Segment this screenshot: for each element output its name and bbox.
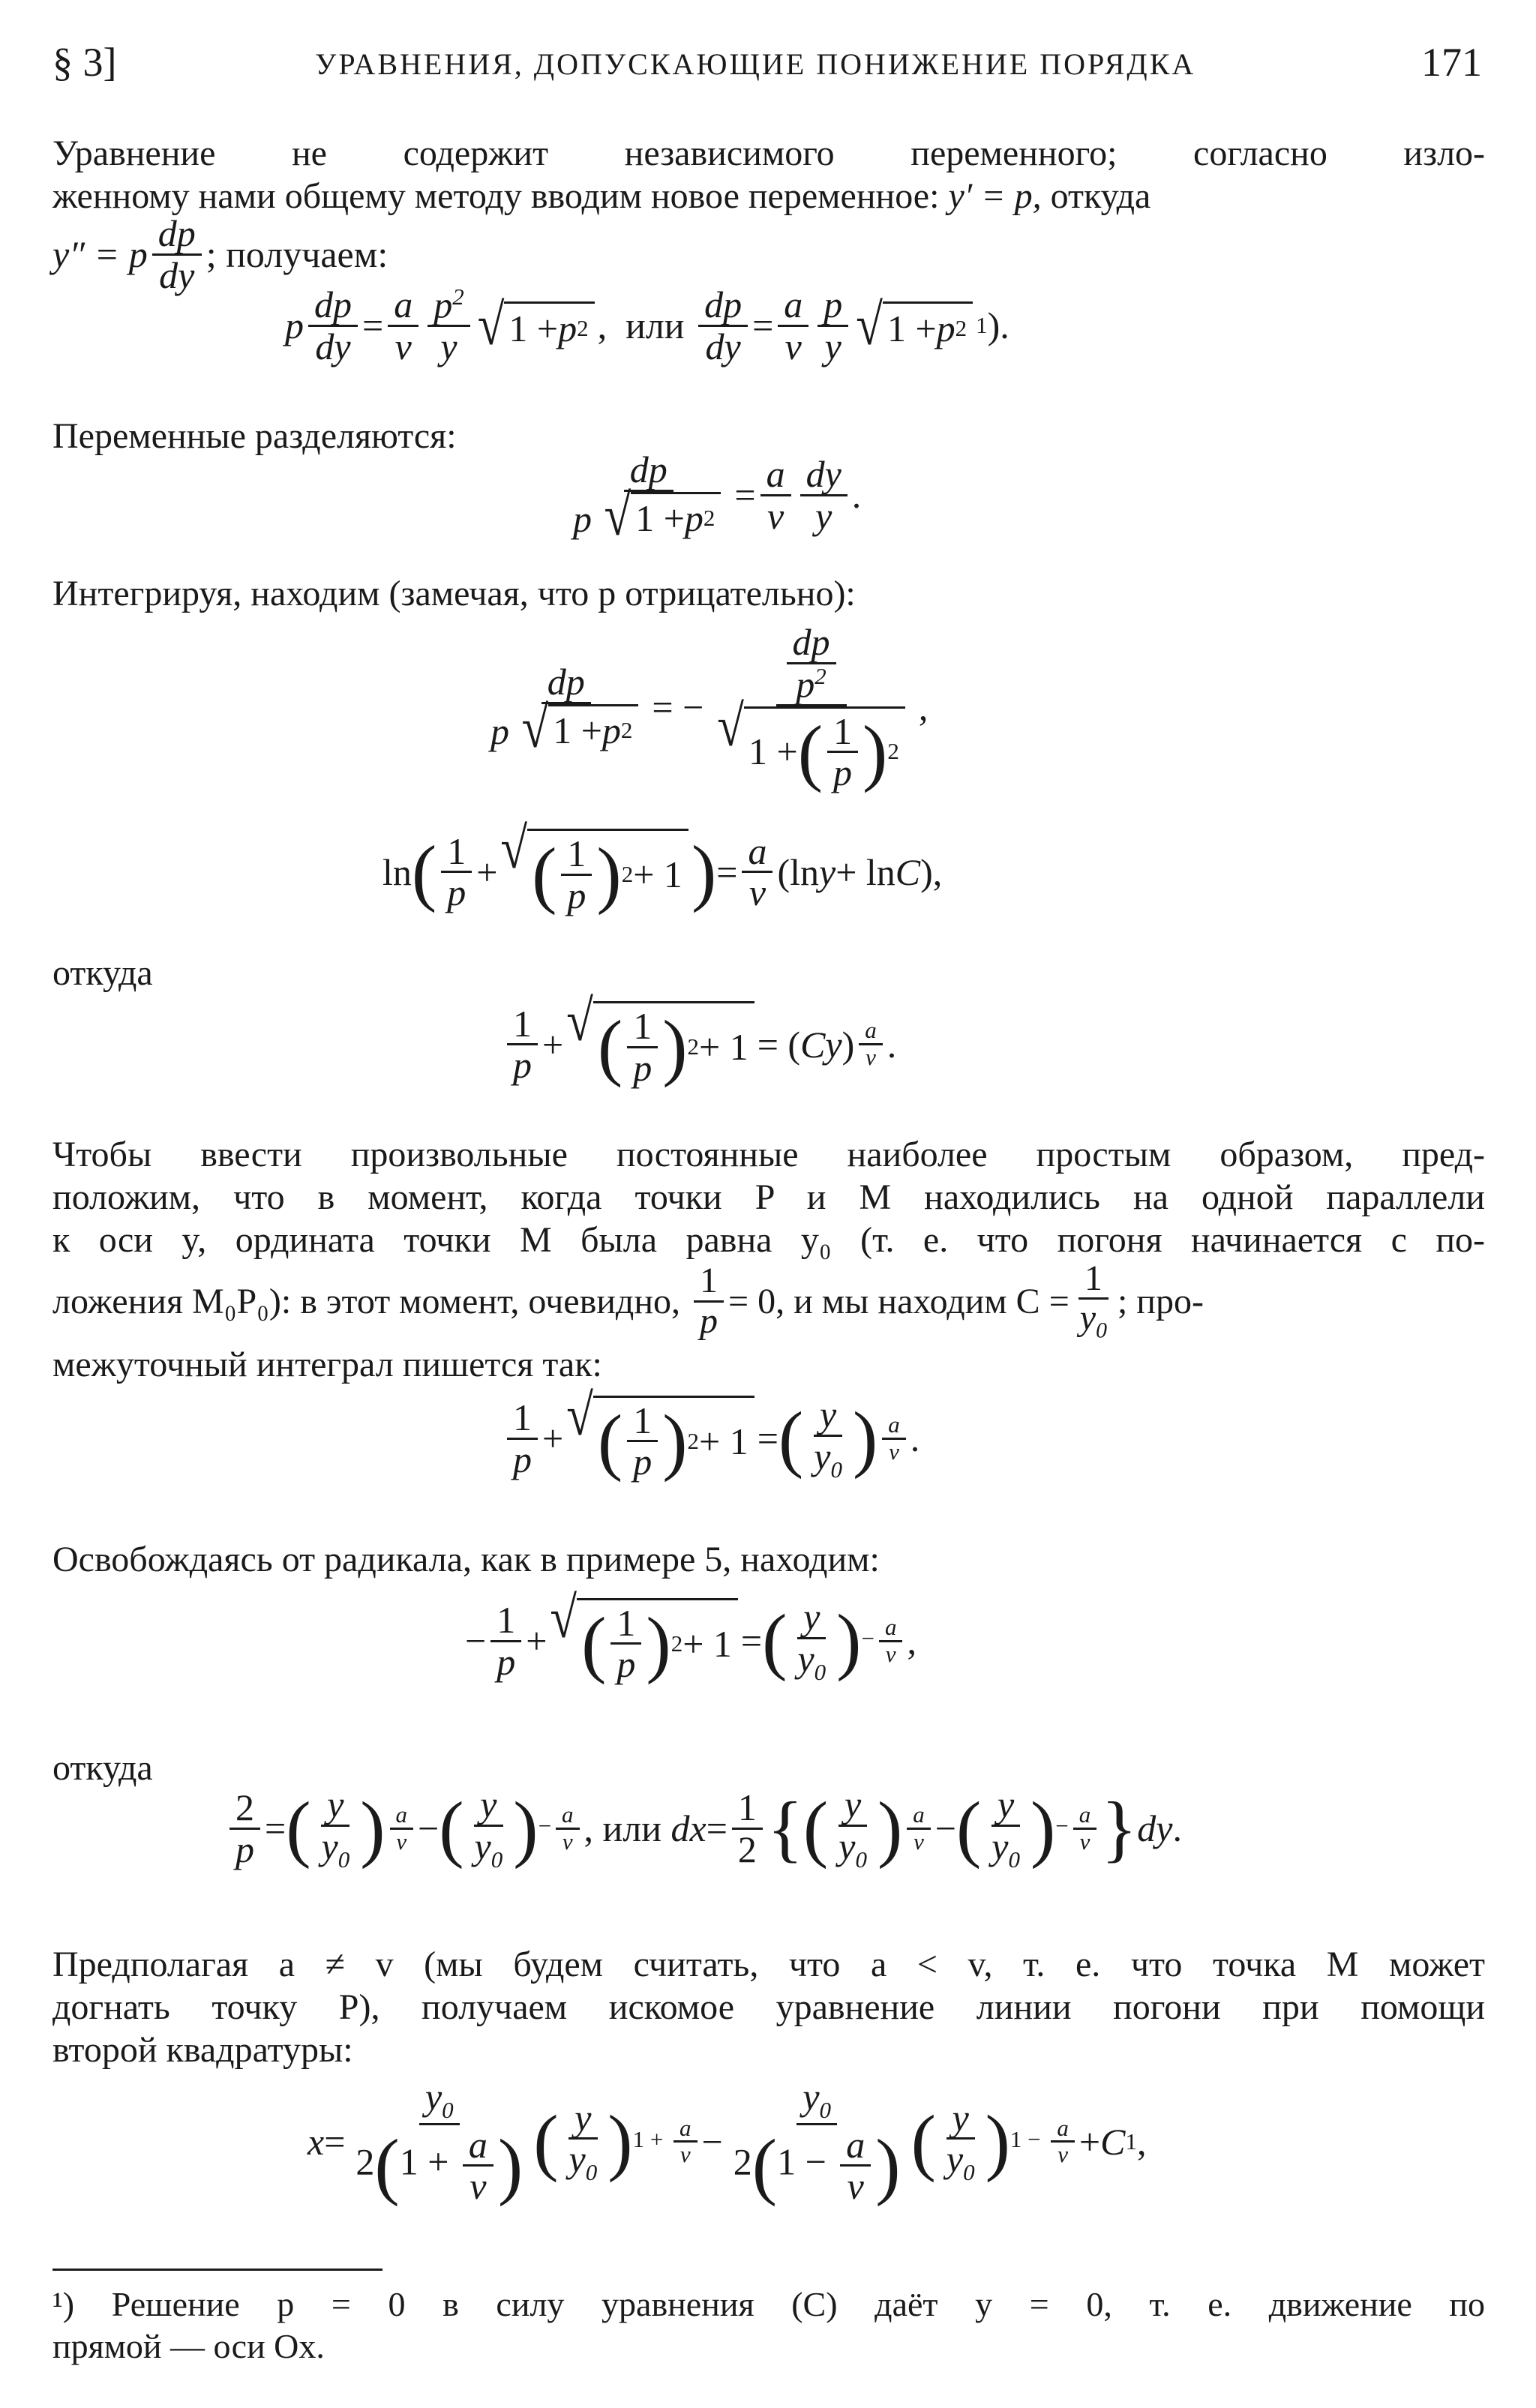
equation-7: − $\frac{1}{p}$ + √ ( $\frac{1}{p}$ ) 2 + 1 = ( $\frac{y}{y_0}$ ) − $\frac{a}{v}$ ,	[465, 1585, 916, 1686]
text-span: женному нами общему методу вводим новое переменное:	[52, 176, 940, 216]
paragraph-line: откуда	[52, 1748, 153, 1788]
paragraph-line: Предполагая a ≠ v (мы будем считать, что a < v, т. е. что точка M может	[52, 1945, 1485, 1984]
equation-6: $\frac{1}{p}$ + √ ( $\frac{1}{p}$ ) 2 + 1 = ( $\frac{y}{y_0}$ ) $\frac{a}{v}$ .	[502, 1395, 920, 1482]
paragraph-line: Переменные разделяются:	[52, 416, 457, 456]
footnote-marker: ¹)	[52, 2285, 75, 2323]
text-span: или	[602, 1807, 662, 1850]
paragraph-line: Интегрируя, находим (замечая, что p отрицательно):	[52, 574, 856, 613]
equation-4: ln ( $\frac{1}{p}$ + √ ( $\frac{1}{p}$ ) 2 + 1 ) = $\frac{a}{v}$ (ln y + ln C ),	[382, 816, 943, 916]
equation-8: $\frac{2}{p}$ = ( $\frac{y}{y_0}$ ) $\frac{a}{v}$ − ( $\frac{y}{y_0}$ ) − $\frac{a}{v}$ , или dx = $\frac{1}{2}$ { ( $\frac{y}{y_0}$ ) $\frac{a}{v}$ − ( $\frac{y}{y_0}$ ) − $\frac{a}{v}$ } dy .	[225, 1785, 1182, 1872]
running-header	[52, 39, 1482, 91]
text-span: = 0, и мы находим C =	[728, 1281, 1070, 1321]
page-number: 171	[1421, 40, 1482, 85]
formula-inline: y′ = p,	[948, 176, 1051, 216]
paragraph-line: второй квадратуры:	[52, 2030, 353, 2070]
footnote-rule	[52, 2269, 382, 2271]
paragraph-line: Уравнение не содержит независимого переменного; согласно изло-	[52, 133, 1485, 173]
paragraph-line: откуда	[52, 953, 153, 993]
equation-9: x = $y_0$ 2(1 + $\frac{a}{v}$ ) ( $\frac{y}{y_0}$ ) 1 + $\frac{a}{v}$ − $y_0$ 2(1 − $\frac{a}{v}$ ) ( $\frac{y}{y_0}$ ) 1 − $\frac{a}{v}$ + C 1 ,	[308, 2076, 1147, 2208]
paragraph-line: к оси y, ордината точки M была равна y₀ (т. е. что погоня начинается с по-	[52, 1220, 1485, 1260]
text-span: откуда	[1050, 176, 1151, 216]
paragraph-line: догнать точку P), получаем искомое уравнение линии погони при помощи	[52, 1987, 1485, 2027]
equation-1: p $\frac{dp}{dy}$ = $\frac{a}{v}$ $\frac{p^2}{y}$ √ 1 + p 2 , или $\frac{dp}{dy}$ = $\frac{a}{v}$ $\frac{p}{y}$ √ 1 + p 2 1 ).	[285, 283, 1010, 368]
text-span: Решение p = 0 в силу уравнения (C) даёт y = 0, т. е. движение по	[111, 2285, 1486, 2323]
text-span: или	[626, 304, 685, 347]
text-span: ложения M₀P₀): в этот момент, очевидно,	[52, 1281, 681, 1321]
paragraph-line: Освобождаясь от радикала, как в примере 5, находим:	[52, 1540, 880, 1579]
footnote-line: прямой — оси Ox.	[52, 2327, 325, 2365]
equation-5: $\frac{1}{p}$ + √ ( $\frac{1}{p}$ ) 2 + 1 = ( Cy ) $\frac{a}{v}$ .	[502, 1001, 896, 1087]
equation-3: dp p √ 1 + p 2 = − $\frac{dp}{p^2}$ √ 1 + ( $\frac{1}{p}$ ) 2 ,	[490, 621, 928, 794]
paragraph-line: положим, что в момент, когда точки P и M находились на одной параллели	[52, 1177, 1485, 1217]
chapter-title: УРАВНЕНИЯ, ДОПУСКАЮЩИЕ ПОНИЖЕНИЕ ПОРЯДКА	[315, 47, 1196, 81]
formula-inline-ypp: y″ = p $\frac{dp}{dy}$ ; получаем:	[52, 212, 388, 296]
paragraph-line: межуточный интеграл пишется так:	[52, 1345, 602, 1384]
footnote-line	[52, 2284, 1485, 2326]
text-span: ; про-	[1117, 1281, 1204, 1321]
footnote	[52, 2284, 1485, 2368]
paragraph-line: Чтобы ввести произвольные постоянные наиболее простым образом, пред-	[52, 1135, 1485, 1174]
text-span: ; получаем:	[206, 233, 388, 275]
section-marker: § 3]	[52, 40, 117, 85]
paragraph-line	[52, 174, 1485, 219]
equation-2: dp p √ 1 + p 2 = $\frac{a}{v}$ $\frac{dy}{y}$ .	[573, 448, 862, 548]
paragraph-line: ложения M₀P₀): в этот момент, очевидно, $\frac{1}{p}$ = 0, и мы находим C = $\frac{1}{y_0}$ ; про-	[52, 1258, 1204, 1343]
